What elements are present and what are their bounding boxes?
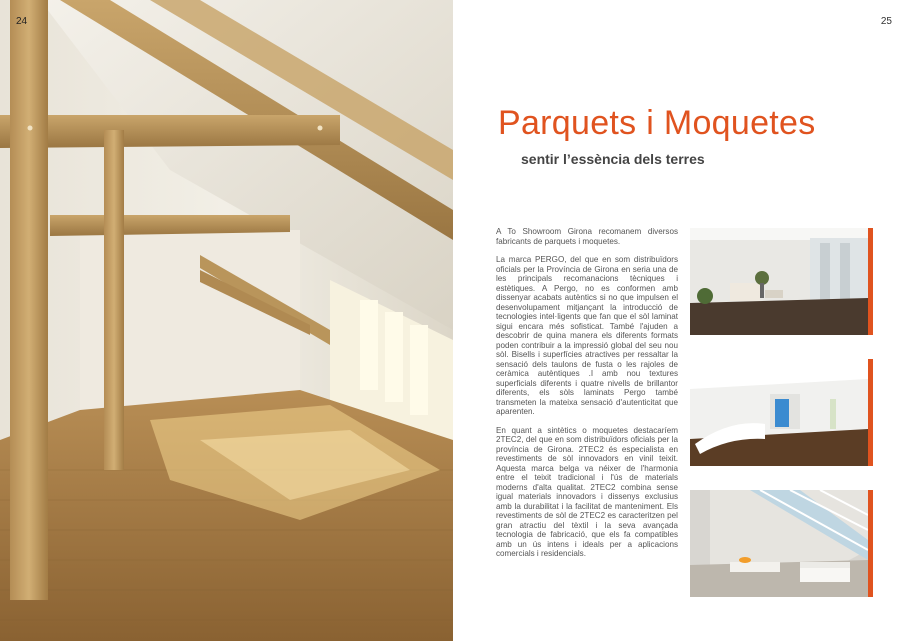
- page-number-left: 24: [16, 16, 28, 27]
- text-page: [453, 0, 900, 641]
- page-number-right: 25: [880, 16, 892, 27]
- page-subtitle: sentir l’essència dels terres: [521, 151, 705, 167]
- article-body: [496, 227, 678, 568]
- paragraph-pergo: La marca PERGO, del que en som distribuïdors oficials per la Província de Girona en seria una de les principals recomanacions tècniques i estètiques. A Pergo, no es conformen amb dissenyar acabats autèntics si no que impulsen el desenvolupament mitjançant la introducció de tecnologies intel·ligents que fan que el sòl laminat sigui encara més sofisticat. També l'ajuden a descobrir de quina manera els diferents formats poden contribuir a la impressió global del seu nou sòl. Bisells i superfícies atractives per ressaltar la sensació dels taulons de fusta o les rajoles de ceràmica autèntiques .I amb nou textures superficials diferents i quatre nivells de brillantor diferents, els sòls laminats Pergo també transmeten la mateixa sensació d'autenticitat que aparenten.: [496, 255, 678, 416]
- paragraph-intro: A To Showroom Girona recomanem diversos fabricants de parquets i moquetes.: [496, 227, 678, 246]
- accent-bar-3: [868, 490, 873, 597]
- photo-reception: [690, 359, 868, 466]
- paragraph-2tec2: En quant a sintètics o moquetes destacaríem 2TEC2, del que en som distribuïdors oficials per la província de Girona. 2TEC2 és especialista en revestiments de sòl innovadors en vinil teixit. Aquesta marca belga va néixer de l'harmonia entre el teixit tradicional i l'ús de materials moderns d'alta qualitat. 2TEC2 combina sense igual materials innovadors i dissenys exclusius amb la durabilitat i la facilitat de manteniment. Els revestiments de sòl de 2TEC2 es caracteritzen pel gran atractiu del tèxtil i la seva avançada tecnologia de fabricació, que els fa compatibles amb un ús intens i ideals per a aplicacions comercials i residencials.: [496, 425, 678, 558]
- photo-lounge: [690, 490, 868, 597]
- photo-office-lobby: [690, 228, 868, 335]
- page-title: Parquets i Moquetes: [498, 104, 816, 142]
- accent-bar-2: [868, 359, 873, 466]
- accent-bar-1: [868, 228, 873, 335]
